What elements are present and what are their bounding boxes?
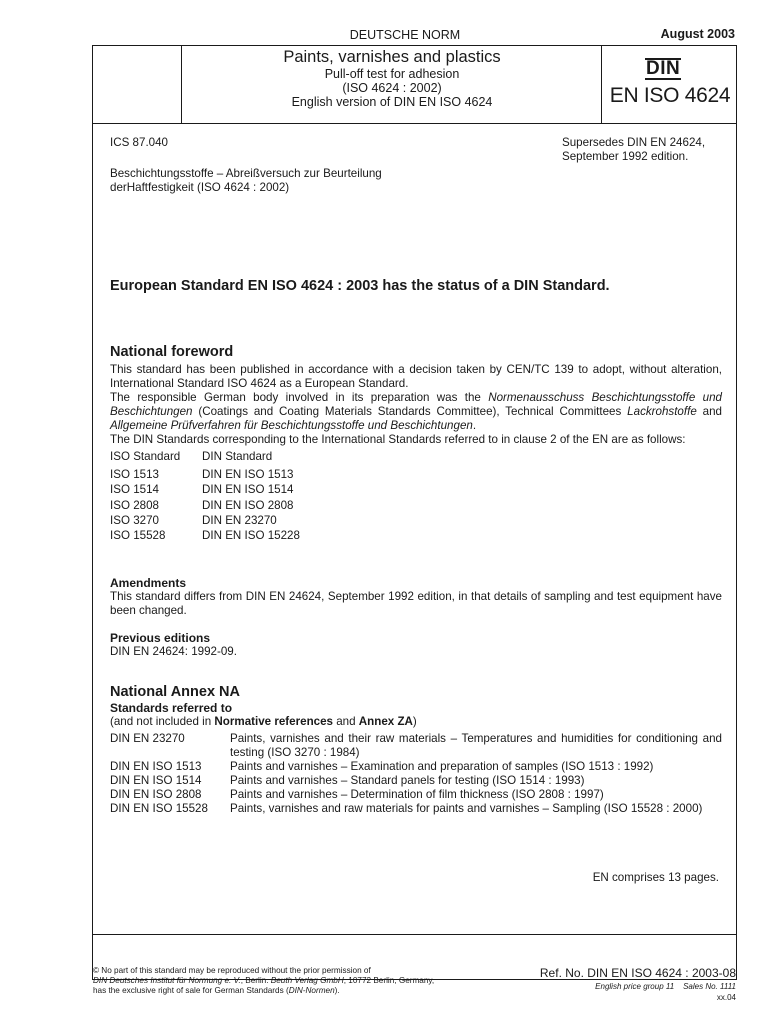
price-info — [595, 982, 736, 991]
table-row — [110, 498, 300, 513]
copyright-line-1: © No part of this standard may be reproduced without the prior permission of — [93, 966, 371, 975]
national-annex — [110, 685, 722, 816]
header-bottom-rule — [93, 123, 736, 124]
standards-table — [110, 449, 300, 543]
table-row — [110, 467, 300, 482]
document-subtitle: Pull-off test for adhesion — [324, 67, 460, 81]
din-logo — [645, 58, 681, 80]
table-cell: ISO 1513 — [110, 468, 159, 482]
standard-number: EN ISO 4624 — [609, 84, 731, 107]
reference-row — [110, 788, 722, 802]
german-title — [110, 167, 382, 195]
foreword-para-1: This standard has been published in accordance with a decision taken by CEN/TC 139 to adopt, without alteration, International Standard ISO 4624 as a European Standard. — [110, 363, 722, 390]
publication-date: August 2003 — [660, 27, 735, 41]
reference-title: Paints and varnishes – Examination and preparation of samples (ISO 1513 : 1992) — [230, 760, 654, 773]
status-statement: European Standard EN ISO 4624 : 2003 has the status of a DIN Standard. — [110, 278, 610, 294]
reference-row — [110, 774, 722, 788]
reference-code: DIN EN ISO 1514 — [110, 774, 202, 787]
annex-heading: National Annex NA — [110, 684, 240, 700]
amendments-heading: Amendments — [110, 576, 187, 590]
reference-title: Paints and varnishes – Standard panels for testing (ISO 1514 : 1993) — [230, 774, 585, 787]
reference-code: DIN EN ISO 1513 — [110, 760, 202, 773]
reference-row — [110, 732, 722, 760]
table-cell: ISO 2808 — [110, 498, 159, 512]
document-version: English version of DIN EN ISO 4624 — [291, 95, 493, 109]
reference-number: Ref. No. DIN EN ISO 4624 : 2003-08 — [539, 966, 736, 980]
reference-row — [110, 802, 722, 816]
previous-editions-section — [110, 631, 722, 659]
table-cell: DIN EN ISO 1513 — [202, 468, 294, 482]
reference-code: DIN EN ISO 15528 — [110, 802, 208, 815]
reference-code: DIN EN 23270 — [110, 732, 185, 745]
foreword-para-3: The DIN Standards corresponding to the International Standards referred to in clause 2 of the EN are as follows: — [110, 433, 686, 446]
table-cell: DIN EN 23270 — [202, 513, 277, 527]
footer-top-rule — [93, 934, 736, 935]
title-block — [182, 47, 602, 109]
previous-editions-heading: Previous editions — [110, 631, 211, 645]
table-header-row — [110, 449, 300, 467]
supersedes-line-2: September 1992 edition. — [562, 150, 689, 163]
document-title: Paints, varnishes and plastics — [283, 48, 501, 66]
reference-row — [110, 760, 722, 774]
table-header: DIN Standard — [202, 450, 273, 463]
annex-subheading: Standards referred to — [110, 701, 233, 715]
national-foreword — [110, 345, 722, 543]
sales-number: Sales No. 1111 — [683, 982, 736, 991]
price-group: English price group 11 — [595, 982, 675, 991]
reference-title: Paints, varnishes and their raw materials – Temperatures and humidities for conditioning and testing (ISO 3270 : 1984) — [230, 732, 722, 759]
amendments-text: This standard differs from DIN EN 24624, September 1992 edition, in that details of sampling and test equipment have been changed. — [110, 590, 722, 617]
annex-note: (and not included in Normative references and Annex ZA) — [110, 715, 417, 728]
copyright-line-2: DIN Deutsches Institut für Normung e. V., Berlin. Beuth Verlag GmbH, 10772 Berlin, Germany, — [93, 976, 435, 985]
table-cell: ISO 3270 — [110, 513, 159, 527]
german-title-line-1: Beschichtungsstoffe – Abreißversuch zur Beurteilung — [110, 167, 382, 180]
table-cell: ISO 1514 — [110, 483, 159, 497]
amendments-section — [110, 576, 722, 618]
table-row — [110, 513, 300, 528]
table-header: ISO Standard — [110, 450, 181, 463]
reference-title: Paints and varnishes – Determination of film thickness (ISO 2808 : 1997) — [230, 788, 604, 801]
page-count: EN comprises 13 pages. — [592, 871, 719, 884]
supersedes-line-1: Supersedes DIN EN 24624, — [562, 136, 706, 149]
previous-editions-text: DIN EN 24624: 1992-09. — [110, 645, 237, 658]
table-cell: DIN EN ISO 15228 — [202, 529, 300, 543]
footer-code: xx.04 — [716, 993, 736, 1002]
ics-code: ICS 87.040 — [110, 136, 169, 149]
table-cell: DIN EN ISO 1514 — [202, 483, 294, 497]
copyright-notice — [93, 966, 493, 996]
reference-title: Paints, varnishes and raw materials for paints and varnishes – Sampling (ISO 15528 : 2000) — [230, 802, 703, 815]
reference-code: DIN EN ISO 2808 — [110, 788, 202, 801]
german-title-line-2: derHaftfestigkeit (ISO 4624 : 2002) — [110, 181, 290, 194]
document-iso-ref: (ISO 4624 : 2002) — [342, 81, 442, 95]
table-cell: DIN EN ISO 2808 — [202, 498, 294, 512]
supersedes-note — [562, 136, 705, 164]
din-logo-text: DIN — [646, 58, 681, 79]
references-table — [110, 732, 722, 816]
table-row — [110, 528, 300, 543]
table-row — [110, 482, 300, 497]
foreword-para-2: The responsible German body involved in its preparation was the Normenausschuss Beschichtungsstoffe und Beschichtungen (Coatings and Coating Materials Standards Committee), Technical Committees Lackrohstoffe and Allgemeine Prüfverfahren für Beschichtungsstoffe und Beschichtungen. — [110, 391, 723, 432]
norm-label: DEUTSCHE NORM — [349, 28, 461, 42]
table-cell: ISO 15528 — [110, 529, 166, 543]
foreword-heading: National foreword — [110, 344, 234, 360]
copyright-line-3: has the exclusive right of sale for German Standards (DIN-Normen). — [93, 986, 340, 995]
